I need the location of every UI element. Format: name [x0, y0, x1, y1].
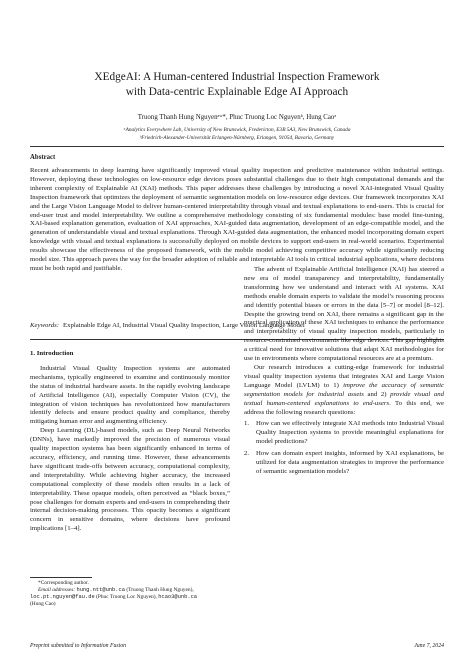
section-heading-introduction: 1. Introduction	[30, 350, 74, 357]
footer-date: June 7, 2024	[414, 643, 444, 649]
question-number: 2.	[244, 450, 250, 458]
author-list: Truong Thanh Hung Nguyenᵃʷ*, Phuc Truong Loc Nguyenᵇ, Hung Caoᵃ	[137, 114, 337, 121]
para4-text-start: Our research introduces a cutting-edge framework for industrial visual quality inspection systems that integrates XAI and Large Vision Language Model (LVLM) to 1)	[244, 363, 444, 389]
research-question	[244, 420, 444, 447]
para4-emphasis-1: improve the accuracy of semantic segmentation models for industrial assets	[244, 381, 444, 398]
research-questions	[244, 420, 444, 476]
affiliation-b: ᵇFriedrich-Alexander-Universität Erlangen-Nürnberg, Erlangen, 91054, Bavaria, Germany	[139, 134, 335, 141]
intro-paragraph-3: The advent of Explainable Artificial Intelligence (XAI) has steered a new era of model transparency and interpretability, fundamentally transforming how we understand and interact with AI systems. XAI methods enable domain experts to validate the model’s reasoning process and identify potential biases or errors in the data [5–7] or model [8–12]. Despite the growing trend on XAI, there remains a significant gap in the practical application of these XAI techniques to enhance the performance and interpretability of visual quality inspection models, particularly in resource-constrained environments like edge devices. This gap highlights a critical need for innovative solutions that adapt XAI methodologies for use in environments where computational resources are at a premium.	[244, 266, 444, 363]
email-owner-1: (Truong Thanh Hung Nguyen),	[126, 587, 194, 593]
affiliation-a: ᵃAnalytics Everywhere Lab, University of New Brunswick, Fredericton, E3B 5A3, New Brunswick, Canada	[123, 127, 351, 133]
footnote	[30, 580, 230, 608]
intro-paragraph-4	[244, 364, 444, 417]
corresponding-author-note: *Corresponding author.	[38, 580, 89, 586]
research-question	[244, 450, 444, 477]
footer-journal: Preprint submitted to Information Fusion	[30, 643, 127, 649]
para4-emphasis-2: provide visual and textual human-centered explanations to end-users	[244, 390, 444, 407]
left-column	[30, 350, 230, 534]
email-line-2	[30, 594, 230, 601]
top-rule	[30, 146, 444, 147]
intro-paragraph-1: Industrial Visual Quality Inspection systems are automated mechanisms, typically engineered to examine and continuously monitor the status of industrial hardware assets. In the rapidly evolving landscape of Artificial Intelligence (AI), especially Computer Vision (CV), the integration of vision techniques has revolutionized how manufacturers identify defects and ensure product quality and compliance, thereby mitigating human error and augmenting efficiency.	[30, 364, 230, 426]
keywords-label: Keywords:	[30, 322, 59, 329]
email-addresses	[30, 587, 230, 594]
email-label: Email addresses:	[38, 587, 76, 593]
title-line-2: with Data-centric Explainable Edge AI Approach	[125, 85, 349, 98]
abstract-heading: Abstract	[30, 154, 56, 161]
para4-text-mid: and 2)	[363, 390, 391, 398]
affiliations	[40, 127, 434, 142]
paper-title	[40, 70, 434, 99]
title-line-1: XEdgeAI: A Human-centered Industrial Inspection Framework	[94, 71, 380, 83]
abstract-text: Recent advancements in deep learning have significantly improved visual quality inspection and predictive maintenance within industrial settings. However, deploying these technologies on low-resource edge devices poses substantial challenges due to their high computational demands and the inherent complexity of Explainable AI (XAI) methods. This paper addresses these challenges by introducing a novel XAI-integrated Visual Quality Inspection framework that optimizes the deployment of semantic segmentation models on low-resource edge devices. Our framework incorporates XAI and the Large Vision Language Model to deliver human-centered interpretability through visual and textual explanations to end-users. This is crucial for end-user trust and model interpretability. We outline a comprehensive methodology consisting of six fundamental modules: base model fine-tuning, XAI-based explanation generation, evaluation of XAI approaches, XAI-guided data augmentation, development of an edge-compatible model, and the generation of understandable visual and textual explanations. Through XAI-guided data augmentation, the enhanced model incorporating domain expert knowledge with visual and textual explanations is successfully deployed on mobile devices to support end-users in real-world scenarios. Experimental results showcase the effectiveness of the proposed framework, with the mobile model achieving competitive accuracy while significantly reducing model size. This approach paves the way for the broader adoption of reliable and interpretable AI tools in critical industrial applications, where decisions must be both rapid and justifiable.	[30, 167, 444, 272]
footnote-rule	[30, 577, 92, 578]
question-text: How can domain expert insights, informed by XAI explanations, be utilized for data augmentation strategies to improve the performance of semantic segmentation models?	[256, 450, 444, 475]
question-text: How can we effectively integrate XAI methods into Industrial Visual Quality Inspection systems to provide meaningful explanations for model predictions?	[256, 420, 444, 446]
email-link-1[interactable]: hung.ntt@unb.ca	[76, 587, 125, 593]
email-link-3[interactable]: hcao3@unb.ca	[158, 594, 198, 600]
email-link-2[interactable]: loc.pt.nguyen@fau.de	[30, 594, 95, 600]
para4-text-end: . To this end, we address the following research questions:	[244, 399, 444, 416]
intro-paragraph-2: Deep Learning (DL)-based models, such as Deep Neural Networks (DNNs), have markedly improved the precision of numerous visual quality inspection systems has been significantly enhanced in terms of accuracy, efficiency, and running time. However, these advancements have significant trade-offs between accuracy, computational complexity, and interpretability. While achieving higher accuracy, the increased computational complexity of these models often results in a lack of interpretability. These opaque models, often perceived as “black boxes,” pose challenges for domain experts and end-users in comprehending their internal decision-making processes. This opacity becomes a significant concern in sensitive domains, where decisions have profound implications [1–4].	[30, 427, 230, 533]
question-number: 1.	[244, 420, 250, 428]
keywords-list: Explainable Edge AI, Industrial Visual Quality Inspection, Large Vision Language Model	[63, 322, 305, 329]
email-owner-3: (Hung Cao)	[30, 601, 56, 607]
email-owner-2: (Phuc Truong Loc Nguyen),	[96, 594, 157, 600]
right-column	[244, 266, 444, 480]
